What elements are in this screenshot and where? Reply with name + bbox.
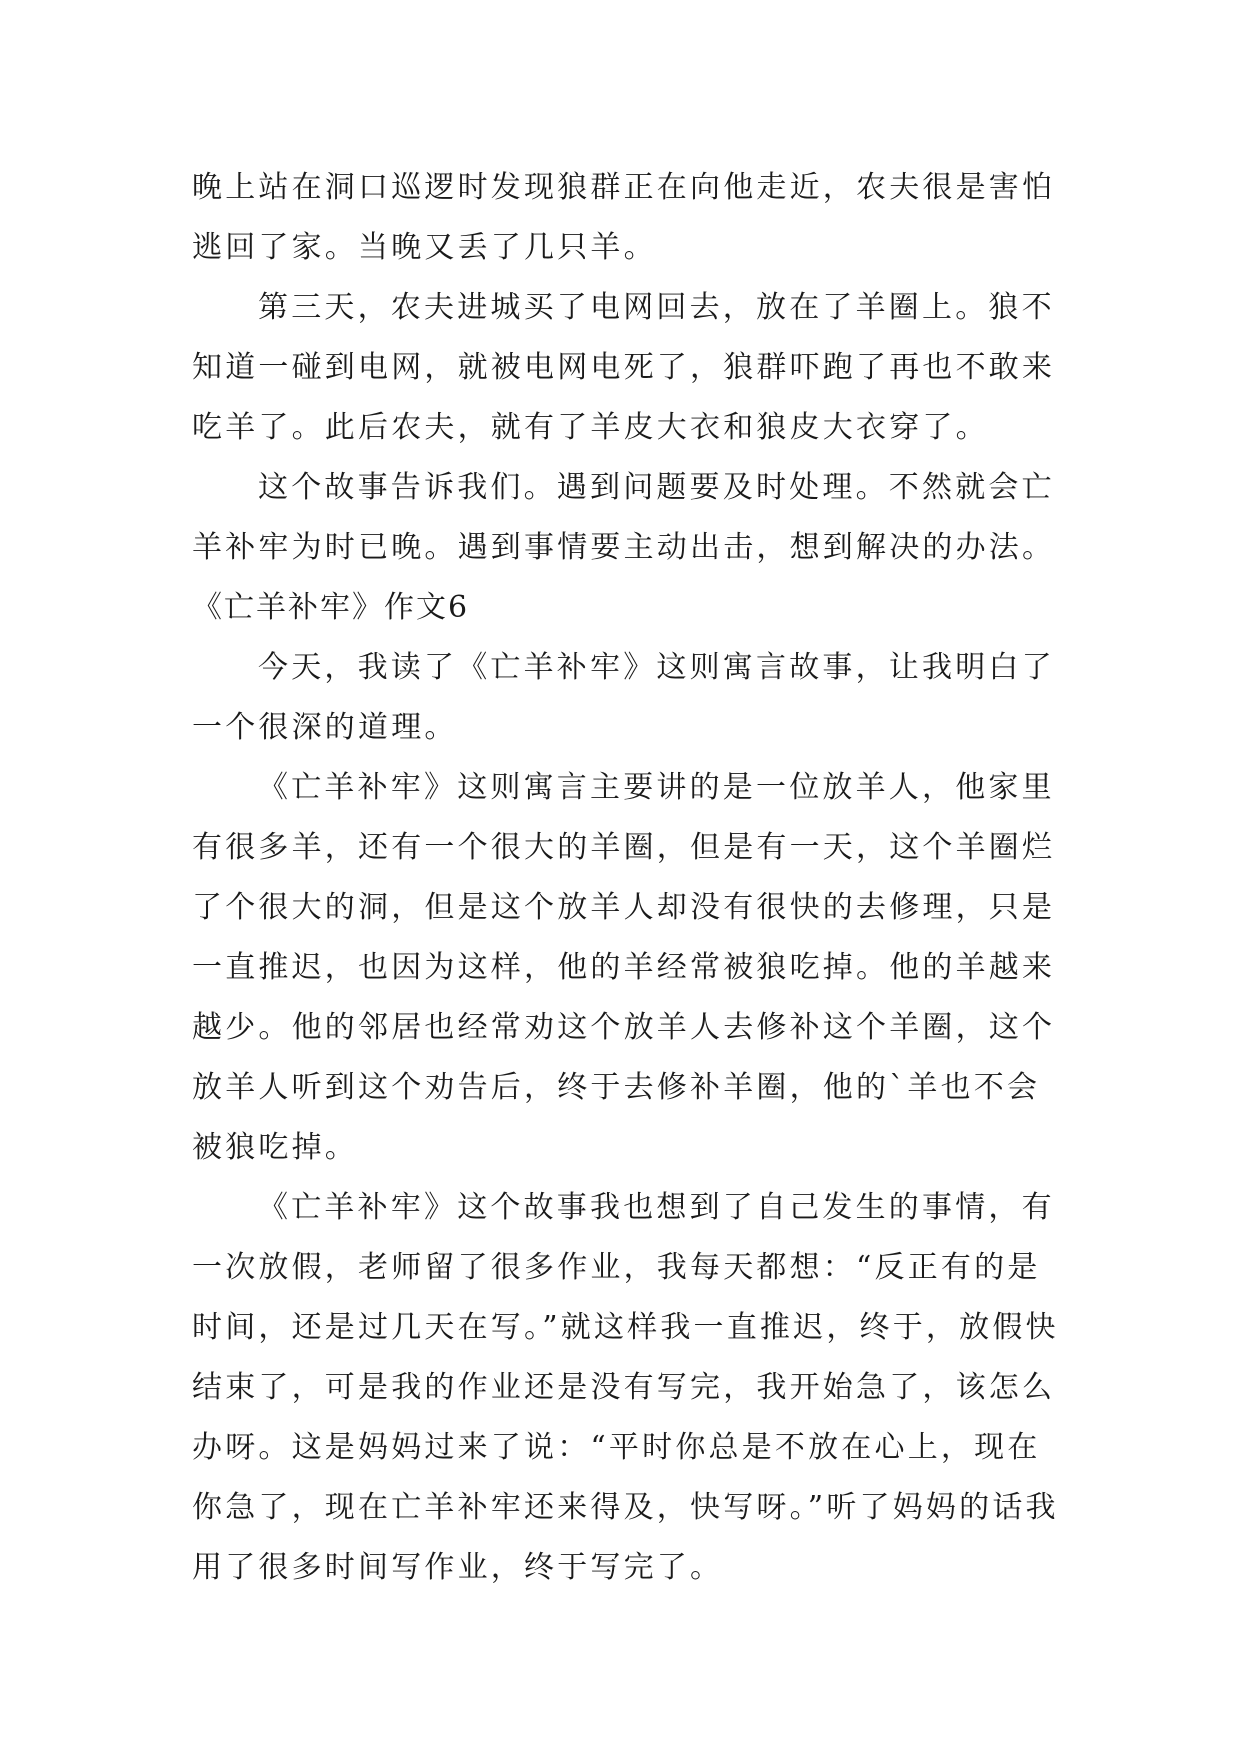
paragraph-3: 这个故事告诉我们。遇到问题要及时处理。不然就会亡羊补牢为时已晚。遇到事情要主动出击，想到解决的办法。 [192,470,1056,565]
paragraph-2: 第三天，农夫进城买了电网回去，放在了羊圈上。狼不知道一碰到电网，就被电网电死了，狼群吓跑了再也不敢来吃羊了。此后农夫，就有了羊皮大衣和狼皮大衣穿了。 [192,290,1056,445]
paragraph-5: 《亡羊补牢》这则寓言主要讲的是一位放羊人，他家里有很多羊，还有一个很大的羊圈，但是有一天，这个羊圈烂了个很大的洞，但是这个放羊人却没有很快的去修理，只是一直推迟，也因为这样，他的羊经常被狼吃掉。他的羊越来越少。他的邻居也经常劝这个放羊人去修补这个羊圈，这个放羊人听到这个劝告后，终于去修补羊圈，他的`羊也不会被狼吃掉。 [192,770,1056,1165]
section-heading: 《亡羊补牢》作文6 [192,590,470,625]
paragraph-6: 《亡羊补牢》这个故事我也想到了自己发生的事情，有一次放假，老师留了很多作业，我每天都想：“反正有的是时间，还是过几天在写。”就这样我一直推迟，终于，放假快结束了，可是我的作业还是没有写完，我开始急了，该怎么办呀。这是妈妈过来了说：“平时你总是不放在心上，现在你急了，现在亡羊补牢还来得及，快写呀。”听了妈妈的话我用了很多时间写作业，终于写完了。 [192,1190,1059,1585]
paragraph-4: 今天，我读了《亡羊补牢》这则寓言故事，让我明白了一个很深的道理。 [192,650,1055,745]
document-body [192,158,1072,1598]
paragraph-1: 晚上站在洞口巡逻时发现狼群正在向他走近，农夫很是害怕逃回了家。当晚又丢了几只羊。 [192,170,1056,265]
